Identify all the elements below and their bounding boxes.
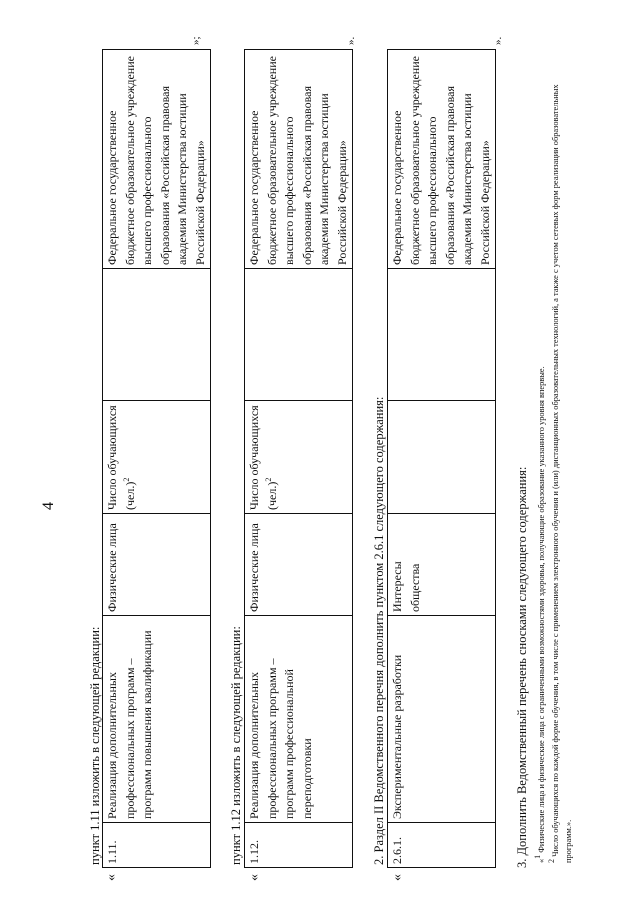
table-row xyxy=(103,50,211,868)
page-number: 4 xyxy=(40,502,57,510)
table-row xyxy=(245,50,353,868)
table-row xyxy=(388,50,496,868)
indicator-footnote-mark: 2 xyxy=(263,477,273,482)
section-3-open-quote: « xyxy=(390,874,405,881)
consumer-category: Физические лица xyxy=(245,514,353,616)
section-3-table xyxy=(387,49,496,868)
section-2-close-mark: ». xyxy=(345,36,357,45)
footnotes-intro: 3. Дополнить Ведомственный перечень сносками следующего содержания: xyxy=(515,466,529,868)
footnote-1-open-quote: « xyxy=(537,858,546,863)
footnote-1-text: Физические лица и физические лица с ограниченными возможностями здоровья, получающие образование указанного уровня впервые. xyxy=(537,366,546,853)
row-number: 2.6.1. xyxy=(388,823,496,868)
service-name: Реализация дополнительных профессиональных программ – программ профессиональной переподготовки xyxy=(245,616,353,823)
service-name: Реализация дополнительных профессиональных программ – программ повышения квалификации xyxy=(103,616,211,823)
service-name: Экспериментальные разработки xyxy=(388,616,496,823)
indicator-cell xyxy=(103,401,211,514)
row-number: 1.11. xyxy=(103,823,211,868)
section-1-intro: пункт 1.11 изложить в следующей редакции: xyxy=(88,626,102,865)
footnote-2-text: Число обучающихся по каждой форме обучения, в том числе с применением электронного обучения и (или) дистанционных образовательных технологий, а также с учетом сетевых форм реализации образовательных программ. xyxy=(551,84,573,863)
footnote-2 xyxy=(549,63,575,863)
empty-cell xyxy=(245,269,353,401)
indicator-cell xyxy=(245,401,353,514)
row-number: 1.12. xyxy=(245,823,353,868)
section-2-table xyxy=(244,49,353,868)
footnote-1 xyxy=(535,63,548,863)
indicator-text: Число обучающихся (чел.) xyxy=(247,405,279,510)
section-2-intro: пункт 1.12 изложить в следующей редакции: xyxy=(229,626,243,865)
footnote-1-mark: 1 xyxy=(533,854,543,859)
institution-name: Федеральное государственное бюджетное образовательное учреждение высшего профессионального образования «Российская правовая академия Министерства юстиции Российской Федерации» xyxy=(103,50,211,269)
section-1-table xyxy=(102,49,211,868)
empty-cell xyxy=(103,269,211,401)
empty-cell xyxy=(388,269,496,401)
section-1-open-quote: « xyxy=(104,874,119,881)
institution-name: Федеральное государственное бюджетное образовательное учреждение высшего профессионального образования «Российская правовая академия Министерства юстиции Российской Федерации» xyxy=(388,50,496,269)
indicator-cell xyxy=(388,401,496,514)
indicator-text: Число обучающихся (чел.) xyxy=(105,405,137,510)
consumer-category: Физические лица xyxy=(103,514,211,616)
institution-name: Федеральное государственное бюджетное образовательное учреждение высшего профессионального образования «Российская правовая академия Министерства юстиции Российской Федерации» xyxy=(245,50,353,269)
section-3-close-mark: ». xyxy=(492,36,504,45)
section-3-intro: 2. Раздел II Ведомственного перечня дополнить пунктом 2.6.1 следующего содержания: xyxy=(372,396,386,865)
indicator-footnote-mark: 2 xyxy=(121,477,131,482)
section-1-close-mark: »; xyxy=(190,36,202,45)
footnotes-close-mark: ». xyxy=(564,819,573,827)
section-2-open-quote: « xyxy=(247,874,262,881)
consumer-category: Интересы общества xyxy=(388,514,496,616)
footnote-2-mark: 2 xyxy=(547,859,557,863)
